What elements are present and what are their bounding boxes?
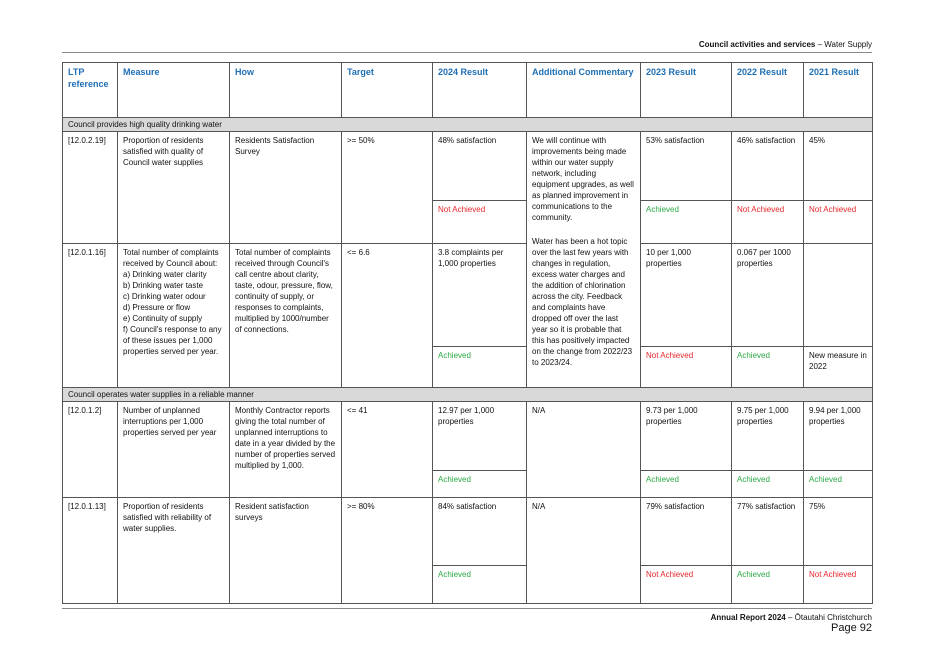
result-value [804, 244, 872, 346]
ltp-ref: [12.0.1.16] [63, 244, 118, 388]
result-value: 3.8 complaints per 1,000 properties [438, 248, 504, 268]
result-status: Achieved [732, 565, 803, 583]
how: Monthly Contractor reports giving the total number of unplanned interruptions to date in a year divided by the number of properties served multiplied by 1,000. [230, 402, 342, 498]
footer-report: Annual Report 2024 [710, 613, 786, 622]
ltp-ref: [12.0.1.2] [63, 402, 118, 498]
result-status: Not Achieved [433, 200, 526, 218]
page-header [699, 40, 872, 49]
result-2021 [804, 402, 873, 498]
result-2023 [641, 402, 732, 498]
performance-table [62, 62, 873, 604]
section-title: Council provides high quality drinking water [63, 118, 873, 132]
footer-rule [62, 608, 872, 609]
table-row [63, 244, 873, 388]
result-status: Achieved [732, 470, 803, 488]
result-value: 84% satisfaction [438, 502, 497, 511]
result-2021 [804, 244, 873, 388]
result-status: Achieved [641, 470, 731, 488]
result-value: 48% satisfaction [438, 136, 497, 145]
col-how: How [230, 63, 342, 118]
target: >= 50% [342, 132, 433, 244]
how: Total number of complaints received through Council's call centre about clarity, taste, odour, pressure, flow, continuity of supply, or responses to complaints, multiplied by 1000/number of connections. [230, 244, 342, 388]
result-2022 [732, 402, 804, 498]
col-additional-commentary: Additional Commentary [527, 63, 641, 118]
result-value: 12.97 per 1,000 properties [438, 406, 495, 426]
table-row [63, 498, 873, 604]
result-2021 [804, 498, 873, 604]
header-section: Council activities and services [698, 40, 816, 49]
result-value: 53% satisfaction [646, 136, 705, 145]
commentary: We will continue with improvements being made within our water supply network, including equipment upgrades, as well as planned improvement in communications to the community. [532, 136, 634, 222]
page-number: Page 92 [831, 622, 872, 634]
result-2024 [433, 244, 527, 388]
table-row [63, 132, 873, 244]
result-2024 [433, 132, 527, 244]
result-value: 0.067 per 1000 properties [737, 248, 791, 268]
result-status: Not Achieved [804, 200, 872, 218]
ltp-ref: [12.0.1.13] [63, 498, 118, 604]
result-value: 9.75 per 1,000 properties [737, 406, 789, 426]
section-row [63, 388, 873, 402]
result-value: 46% satisfaction [737, 136, 796, 145]
result-status: New measure in 2022 [804, 346, 872, 375]
col-2021-result: 2021 Result [804, 63, 873, 118]
measure: Number of unplanned interruptions per 1,000 properties served per year [118, 402, 230, 498]
result-2023 [641, 498, 732, 604]
result-status: Not Achieved [804, 565, 872, 583]
header-rule [62, 52, 872, 53]
section-title: Council operates water supplies in a reliable manner [63, 388, 873, 402]
commentary: N/A [527, 498, 641, 604]
col-ltp-reference: LTP reference [63, 63, 118, 118]
result-status: Achieved [641, 200, 731, 218]
result-2024 [433, 402, 527, 498]
result-2023 [641, 132, 732, 244]
commentary-cell [527, 132, 641, 388]
measure: Proportion of residents satisfied with quality of Council water supplies [118, 132, 230, 244]
col-measure: Measure [118, 63, 230, 118]
how: Residents Satisfaction Survey [230, 132, 342, 244]
target: <= 6.6 [342, 244, 433, 388]
result-2022 [732, 244, 804, 388]
section-row [63, 118, 873, 132]
table-row [63, 402, 873, 498]
result-value: 77% satisfaction [737, 502, 796, 511]
col-target: Target [342, 63, 433, 118]
result-value: 10 per 1,000 properties [646, 248, 691, 268]
result-value: 9.73 per 1,000 properties [646, 406, 698, 426]
result-value: 45% [809, 136, 826, 145]
result-status: Achieved [433, 470, 526, 488]
result-2022 [732, 498, 804, 604]
commentary: N/A [527, 402, 641, 498]
result-status: Not Achieved [641, 565, 731, 583]
target: <= 41 [342, 402, 433, 498]
result-status: Achieved [433, 565, 526, 583]
result-status: Not Achieved [732, 200, 803, 218]
result-value: 79% satisfaction [646, 502, 705, 511]
how: Resident satisfaction surveys [230, 498, 342, 604]
footer-place: – Ōtautahi Christchurch [785, 613, 872, 622]
ltp-ref: [12.0.2.19] [63, 132, 118, 244]
result-status: Achieved [732, 346, 803, 364]
result-value: 9.94 per 1,000 properties [809, 406, 861, 426]
result-value: 75% [809, 502, 826, 511]
target: >= 80% [342, 498, 433, 604]
page-footer [711, 613, 872, 622]
result-status: Not Achieved [641, 346, 731, 364]
result-2023 [641, 244, 732, 388]
result-2022 [732, 132, 804, 244]
col-2024-result: 2024 Result [433, 63, 527, 118]
col-2023-result: 2023 Result [641, 63, 732, 118]
commentary: Water has been a hot topic over the last few years with changes in regulation, excess water charges and the addition of chlorination across the city. Feedback and complaints have dropped off over the last year so it is probable that this has positively impacted on the change from 2022/23 to 2023/24. [532, 237, 633, 367]
measure: Proportion of residents satisfied with reliability of water supplies. [118, 498, 230, 604]
header-subsection: – Water Supply [815, 40, 872, 49]
measure: Total number of complaints received by Council about: a) Drinking water clarity b) Drinking water taste c) Drinking water odour d) Pressure or flow e) Continuity of supply f) Council's response to any of these issues per 1,000 properties served per year. [118, 244, 230, 388]
result-status: Achieved [804, 470, 872, 488]
result-2024 [433, 498, 527, 604]
result-2021 [804, 132, 873, 244]
col-2022-result: 2022 Result [732, 63, 804, 118]
header-row [63, 63, 873, 118]
result-status: Achieved [433, 346, 526, 364]
